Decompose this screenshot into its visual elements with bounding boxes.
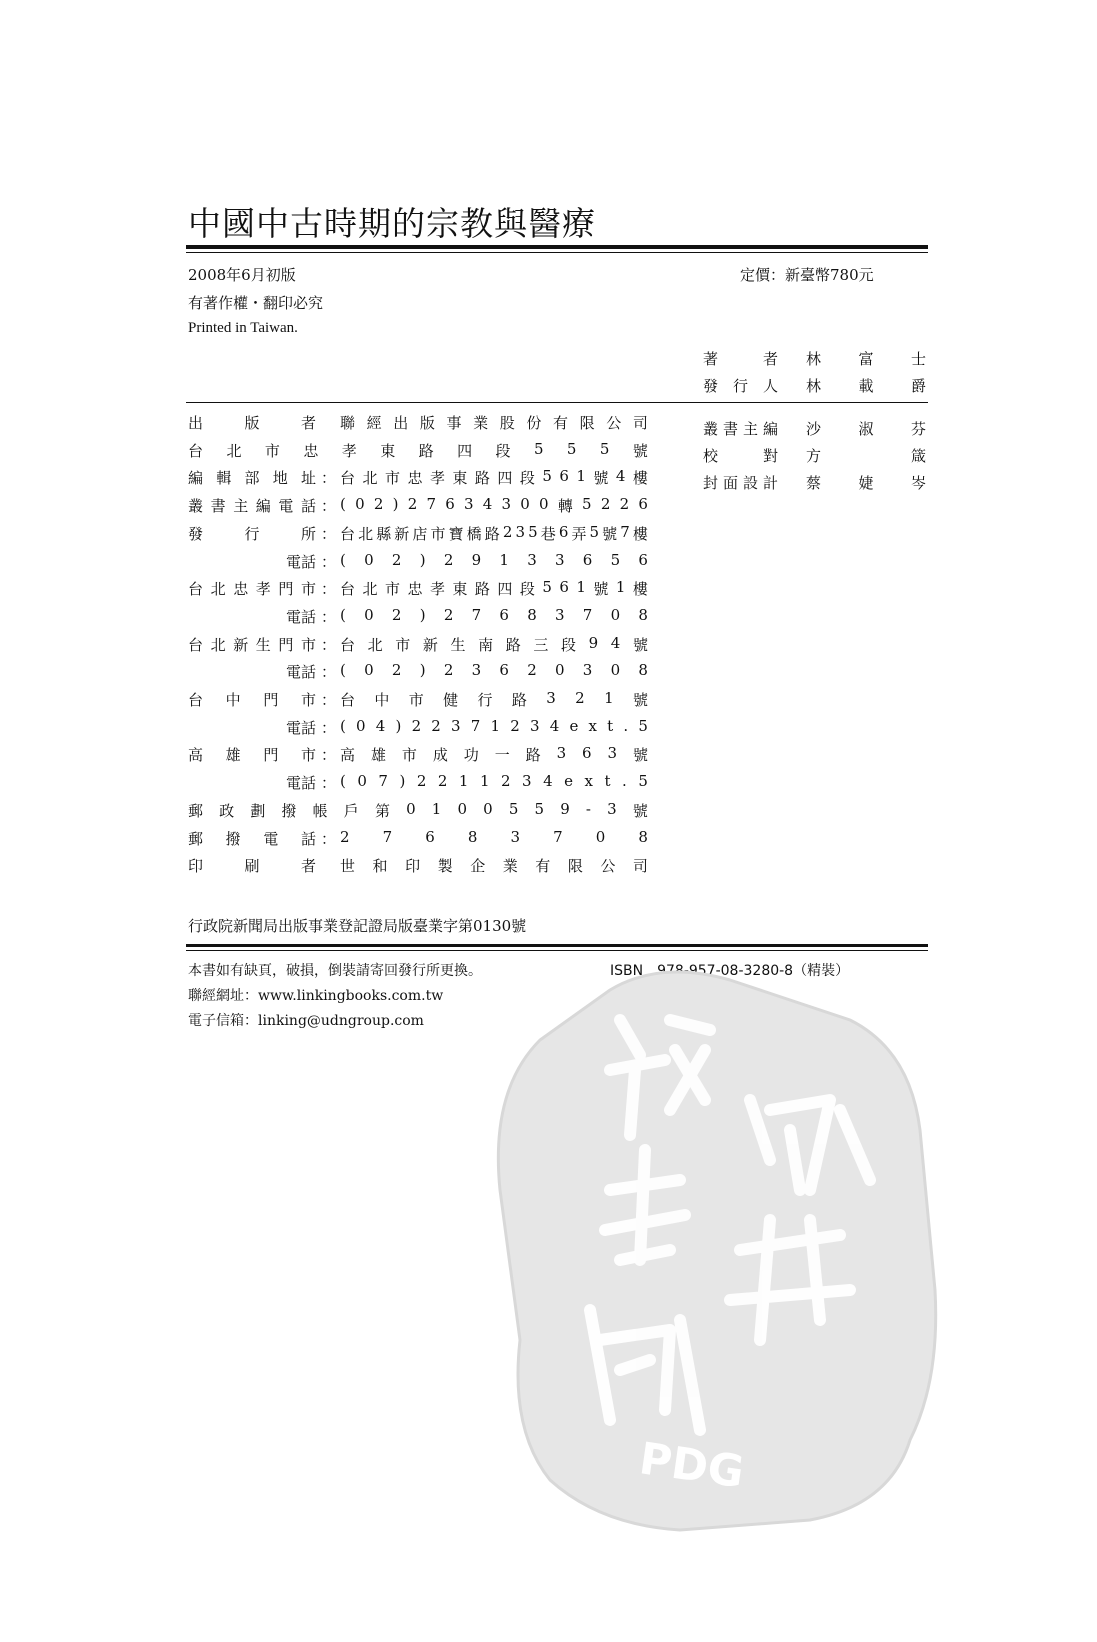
info-value: ( 0 2 ) 2 7 6 8 3 7 0 8 bbox=[340, 605, 648, 624]
info-label: 電話 bbox=[285, 552, 316, 571]
info-label: 高 雄 門 市 bbox=[188, 746, 316, 765]
email: 電子信箱：linking@udngroup.com bbox=[188, 1013, 424, 1029]
edition: 2008年6月初版 bbox=[188, 266, 296, 284]
info-colon: ： bbox=[321, 718, 337, 737]
credit-value: 方 箴 bbox=[806, 447, 926, 465]
price: 定價：新臺幣780元 bbox=[740, 266, 874, 284]
info-label: 出 版 者 bbox=[188, 414, 316, 432]
info-value: 世 和 印 製 企 業 有 限 公 司 bbox=[340, 857, 648, 876]
info-colon: ： bbox=[321, 746, 337, 765]
info-value: ( 0 4 ) 2 2 3 7 1 2 3 4 e x t . 5 bbox=[340, 716, 648, 735]
info-value: ( 0 2 ) 2 3 6 2 0 3 0 8 bbox=[340, 661, 648, 680]
info-value: 聯 經 出 版 事 業 股 份 有 限 公 司 bbox=[340, 414, 648, 432]
info-row bbox=[188, 551, 650, 577]
info-colon: ： bbox=[321, 552, 337, 571]
credit-publisher bbox=[703, 375, 927, 401]
info-label: 印 刷 者 bbox=[188, 857, 316, 876]
info-row bbox=[188, 440, 650, 466]
info-colon: ： bbox=[321, 469, 337, 488]
title-rule-thick bbox=[186, 245, 928, 249]
info-value: 台 北 市 忠 孝 東 路 四 段 5 6 1 號 1 樓 bbox=[340, 578, 648, 599]
info-colon: ： bbox=[321, 580, 337, 599]
info-label: 電話 bbox=[285, 774, 316, 793]
footer-rule-thick bbox=[186, 944, 928, 947]
info-row bbox=[188, 717, 650, 743]
info-label: 發 行 所 bbox=[188, 524, 316, 543]
info-label: 電話 bbox=[285, 718, 316, 737]
info-value: 台 北 縣 新 店 市 寶 橋 路 2 3 5 巷 6 弄 5 號 7 樓 bbox=[340, 522, 648, 543]
info-label: 電話 bbox=[285, 607, 316, 626]
credit-value: 林 載 爵 bbox=[806, 377, 926, 395]
seal-latin: PDG bbox=[636, 1433, 748, 1499]
website: 聯經網址：www.linkingbooks.com.tw bbox=[188, 988, 444, 1004]
title-rule-thin bbox=[186, 252, 928, 253]
credit-label: 著 者 bbox=[703, 350, 778, 368]
credit-label: 叢 書 主 編 bbox=[703, 420, 778, 438]
info-value: 台 中 市 健 行 路 3 2 1 號 bbox=[340, 689, 648, 709]
info-label: 叢 書 主 編 電 話 bbox=[188, 497, 316, 516]
info-value: 台 北 市 忠 孝 東 路 四 段 5 5 5 號 bbox=[188, 439, 648, 460]
info-colon: ： bbox=[321, 497, 337, 516]
info-label: 電話 bbox=[285, 663, 316, 682]
book-title: 中國中古時期的宗教與醫療 bbox=[188, 204, 596, 243]
credit-label: 發 行 人 bbox=[703, 377, 778, 395]
info-value: 台 北 市 忠 孝 東 路 四 段 5 6 1 號 4 樓 bbox=[340, 467, 648, 488]
info-row bbox=[188, 467, 650, 493]
credit-value: 沙 淑 芬 bbox=[806, 420, 926, 438]
info-value: 高 雄 市 成 功 一 路 3 6 3 號 bbox=[340, 744, 648, 765]
info-row bbox=[188, 772, 650, 798]
info-colon: ： bbox=[321, 635, 337, 654]
info-colon: ： bbox=[321, 691, 337, 709]
info-row bbox=[188, 523, 650, 549]
info-value: 台 北 市 新 生 南 路 三 段 9 4 號 bbox=[340, 633, 648, 654]
info-label: 台 中 門 市 bbox=[188, 691, 316, 709]
footer-rule-thin bbox=[186, 950, 928, 951]
info-value: ( 0 7 ) 2 2 1 1 2 3 4 e x t . 5 bbox=[340, 772, 648, 791]
info-row bbox=[188, 606, 650, 632]
info-row bbox=[188, 661, 650, 687]
defect-notice: 本書如有缺頁，破損，倒裝請寄回發行所更換。 bbox=[188, 963, 482, 979]
info-label: 編 輯 部 地 址 bbox=[188, 469, 316, 488]
info-row bbox=[188, 800, 650, 826]
credit-author bbox=[703, 348, 927, 374]
info-row bbox=[188, 634, 650, 660]
info-value: ( 0 2 ) 2 9 1 3 3 6 5 6 bbox=[340, 550, 648, 569]
registration: 行政院新聞局出版事業登記證局版臺業字第0130號 bbox=[188, 917, 527, 935]
info-row bbox=[188, 855, 650, 881]
info-value: ( 0 2 ) 2 7 6 3 4 3 0 0 轉 5 2 2 6 bbox=[340, 495, 648, 516]
info-row bbox=[188, 412, 650, 438]
section-rule bbox=[186, 402, 928, 403]
info-label: 郵 撥 電 話 bbox=[188, 829, 316, 848]
credit-value: 林 富 士 bbox=[806, 350, 926, 368]
info-colon: ： bbox=[321, 524, 337, 543]
info-row bbox=[188, 578, 650, 604]
credit-proofreader bbox=[703, 445, 927, 471]
info-row bbox=[188, 744, 650, 770]
credit-value: 蔡 婕 岑 bbox=[806, 474, 926, 492]
info-label: 台 北 新 生 門 市 bbox=[188, 635, 316, 654]
credit-label: 封 面 設 計 bbox=[703, 474, 778, 492]
printed-in: Printed in Taiwan. bbox=[188, 320, 298, 336]
info-label: 台 北 忠 孝 門 市 bbox=[188, 580, 316, 599]
info-colon: ： bbox=[321, 774, 337, 793]
copyright-notice: 有著作權・翻印必究 bbox=[188, 294, 324, 312]
info-row bbox=[188, 495, 650, 521]
info-row bbox=[188, 689, 650, 715]
watermark-seal bbox=[470, 960, 950, 1540]
credit-label: 校 對 bbox=[703, 447, 778, 465]
isbn: ISBN 978-957-08-3280-8（精裝） bbox=[610, 963, 850, 979]
info-colon: ： bbox=[321, 663, 337, 682]
credit-series-editor bbox=[703, 418, 927, 444]
info-value: 2 7 6 8 3 7 0 8 bbox=[340, 827, 648, 846]
info-row bbox=[188, 828, 650, 854]
info-colon: ： bbox=[321, 829, 337, 848]
credit-cover-design bbox=[703, 472, 927, 498]
info-colon: ： bbox=[321, 607, 337, 626]
info-value: 郵 政 劃 撥 帳 戶 第 0 1 0 0 5 5 9 - 3 號 bbox=[188, 799, 648, 820]
